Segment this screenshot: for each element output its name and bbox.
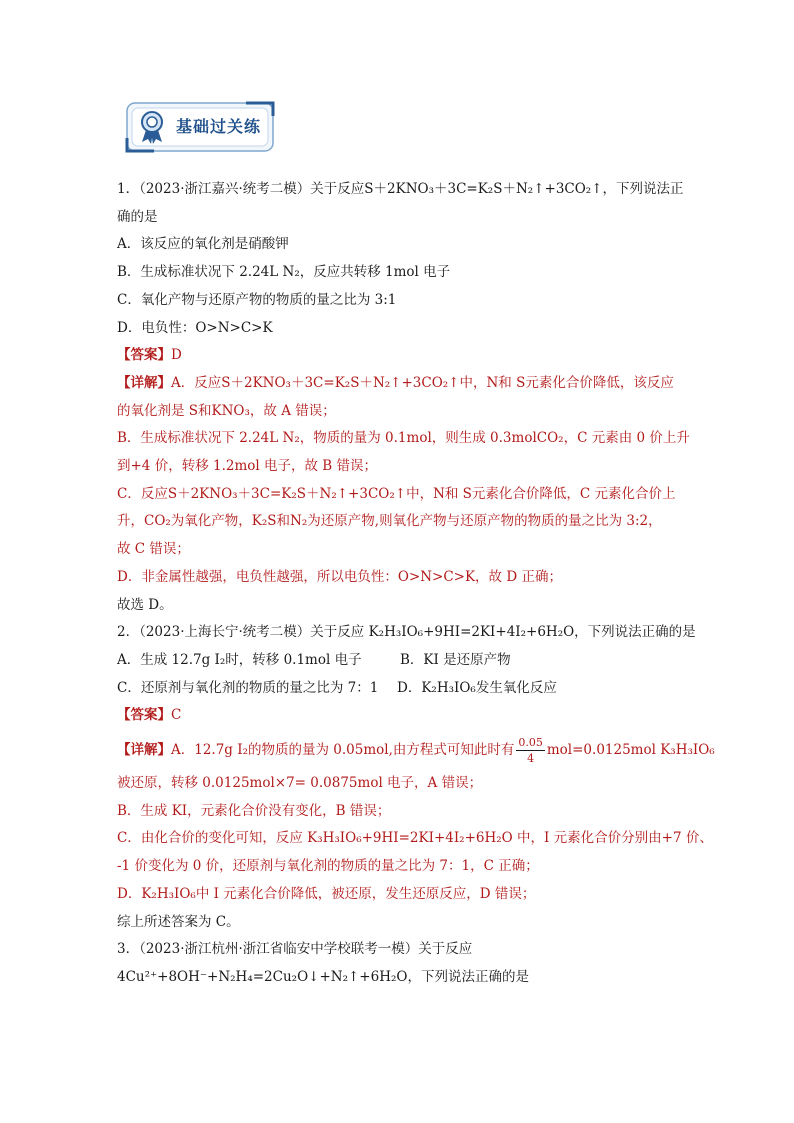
q1-stem-line2: 确的是 bbox=[117, 208, 158, 225]
q2-option-b: B．KI 是还原产物 bbox=[400, 651, 511, 668]
q2-detail-line2: 被还原，转移 0.0125mol×7= 0.0875mol 电子，A 错误； bbox=[117, 775, 483, 792]
q1-detail-line5: C．反应S＋2KNO₃＋3C=K₂S＋N₂↑+3CO₂↑中，N和 S元素化合价降低，C 元素化合价上 bbox=[117, 485, 676, 502]
q1-detail-line2: 的氧化剂是 S和KNO₃，故 A 错误； bbox=[117, 402, 336, 419]
q2-stem-line1: 2．（2023·上海长宁·统考二模）关于反应 K₂H₃IO₆+9HI=2KI+4I₂+6H₂O，下列说法正确的是 bbox=[117, 624, 696, 641]
fraction bbox=[516, 735, 545, 766]
q2-detail-line5: -1 价变化为 0 价，还原剂与氧化剂的物质的量之比为 7：1，C 正确； bbox=[117, 858, 539, 875]
q1-option-b: B．生成标准状况下 2.24L N₂，反应共转移 1mol 电子 bbox=[117, 264, 451, 281]
q1-answer bbox=[117, 342, 687, 370]
section-title: 基础过关练 bbox=[176, 117, 262, 136]
q2-options-row1 bbox=[117, 647, 687, 675]
q2-detail-line7: 综上所述答案为 C。 bbox=[117, 913, 240, 930]
fraction-numerator: 0.05 bbox=[518, 736, 543, 750]
fraction-denominator: 4 bbox=[527, 752, 535, 766]
q3-stem-line1: 3．（2023·浙江杭州·浙江省临安中学校联考一模）关于反应 bbox=[117, 941, 473, 958]
q2-options-row2 bbox=[117, 675, 687, 703]
q1-option-c: C．氧化产物与还原产物的物质的量之比为 3:1 bbox=[117, 291, 397, 308]
q1-detail-line3: B．生成标准状况下 2.24L N₂，物质的量为 0.1mol，则生成 0.3molCO₂，C 元素由 0 价上升 bbox=[117, 430, 690, 447]
q2-option-d: D．K₂H₃IO₆发生氧化反应 bbox=[397, 679, 557, 696]
detail-text-tail: mol=0.0125mol K₃H₃IO₆ bbox=[546, 742, 715, 759]
q2-detail-line4: C．由化合价的变化可知，反应 K₃H₃IO₆+9HI=2KI+4I₂+6H₂O 中，I 元素化合价分别由+7 价、 bbox=[117, 830, 713, 847]
document-body bbox=[117, 176, 715, 992]
section-banner bbox=[124, 98, 276, 156]
detail-label: 【详解】 bbox=[117, 374, 171, 391]
q1-detail-line1 bbox=[117, 370, 687, 398]
q1-detail-line9: 故选 D。 bbox=[117, 596, 173, 613]
q3-stem-line2: 4Cu²⁺+8OH⁻+N₂H₄=2Cu₂O↓+N₂↑+6H₂O，下列说法正确的是 bbox=[117, 968, 529, 985]
q1-detail-line4: 到+4 价，转移 1.2mol 电子，故 B 错误； bbox=[117, 458, 377, 475]
detail-text: A．12.7g I₂的物质的量为 0.05mol,由方程式可知此时有 bbox=[171, 742, 515, 759]
q1-option-d: D．电负性：O>N>C>K bbox=[117, 319, 273, 336]
q1-detail-line7: 故 C 错误； bbox=[117, 541, 190, 558]
answer-value: D bbox=[171, 347, 182, 364]
answer-label: 【答案】 bbox=[117, 347, 171, 364]
q2-detail-line6: D．K₂H₃IO₆中 I 元素化合价降低，被还原，发生还原反应，D 错误； bbox=[117, 885, 536, 902]
q1-detail-line8: D．非金属性越强，电负性越强，所以电负性：O>N>C>K，故 D 正确； bbox=[117, 568, 562, 585]
q1-detail-line6: 升，CO₂为氧化产物，K₂S和N₂为还原产物,则氧化产物与还原产物的物质的量之比为 3:2， bbox=[117, 513, 662, 530]
q2-option-c: C．还原剂与氧化剂的物质的量之比为 7：1 bbox=[117, 679, 379, 696]
answer-value: C bbox=[171, 707, 182, 724]
q2-detail-line1 bbox=[117, 730, 715, 770]
q2-answer bbox=[117, 702, 687, 730]
detail-text: A．反应S＋2KNO₃＋3C=K₂S＋N₂↑+3CO₂↑中，N和 S元素化合价降低，该反应 bbox=[171, 374, 674, 391]
detail-label: 【详解】 bbox=[117, 742, 171, 759]
q2-detail-line3: B．生成 KI，元素化合价没有变化，B 错误； bbox=[117, 802, 391, 819]
q1-stem-line1: 1．（2023·浙江嘉兴·统考二模）关于反应S＋2KNO₃＋3C=K₂S＋N₂↑+3CO₂↑，下列说法正 bbox=[117, 181, 684, 197]
answer-label: 【答案】 bbox=[117, 707, 171, 724]
q2-option-a: A．生成 12.7g I₂时，转移 0.1mol 电子 bbox=[117, 651, 362, 668]
q1-option-a: A．该反应的氧化剂是硝酸钾 bbox=[117, 236, 289, 253]
